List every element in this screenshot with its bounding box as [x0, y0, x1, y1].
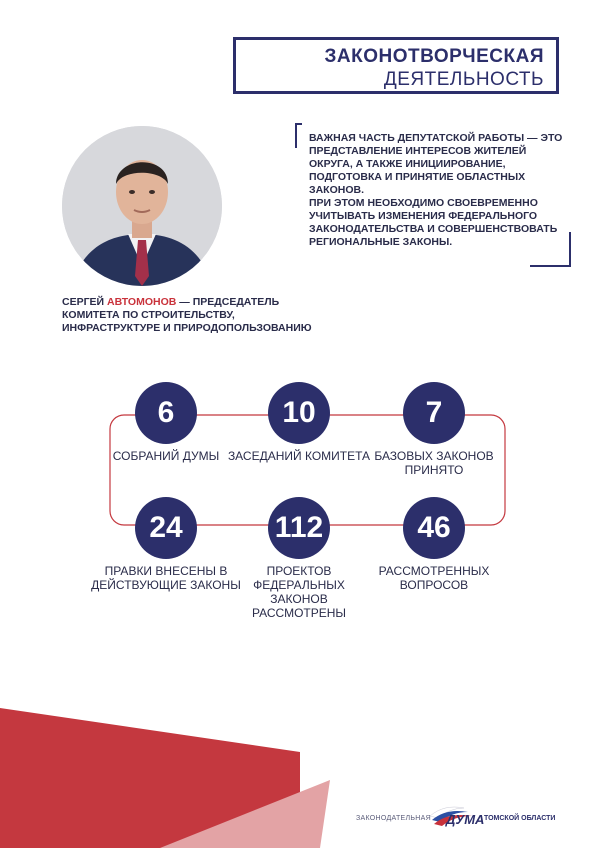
stat-value-questions: 46 — [417, 511, 451, 544]
stat-label-questions: РАССМОТРЕННЫХ ВОПРОСОВ — [378, 564, 490, 592]
stat-circle-sessions — [135, 382, 197, 444]
logo-left-text: ЗАКОНОДАТЕЛЬНАЯ — [356, 815, 431, 822]
duma-logo-icon — [424, 802, 484, 828]
stat-circle-committee — [268, 382, 330, 444]
logo-wordmark: ДУМА — [446, 812, 484, 827]
quote-paragraph-2: ПРИ ЭТОМ НЕОБХОДИМО СВОЕВРЕМЕННО УЧИТЫВАТЬ ИЗМЕНЕНИЯ ФЕДЕРАЛЬНОГО ЗАКОНОДАТЕЛЬСТВА И СОВЕРШЕНСТВОВАТЬ РЕГИОНАЛЬНЫЕ ЗАКОНЫ. — [309, 197, 558, 248]
stat-value-federal-bills: 112 — [274, 511, 324, 544]
stat-value-base-laws: 7 — [425, 396, 443, 429]
page-title-line1: ЗАКОНОТВОРЧЕСКАЯ — [324, 46, 544, 67]
logo-right-text: ТОМСКОЙ ОБЛАСТИ — [484, 815, 556, 822]
stat-label-federal-bills: ПРОЕКТОВ ФЕДЕРАЛЬНЫХ ЗАКОНОВ РАССМОТРЕНЫ — [251, 564, 347, 620]
stat-value-amendments: 24 — [149, 511, 183, 544]
person-role: — ПРЕДСЕДАТЕЛЬ КОМИТЕТА ПО СТРОИТЕЛЬСТВУ, ИНФРАСТРУКТУРЕ И ПРИРОДОПОЛЬЗОВАНИЮ — [62, 296, 312, 334]
person-first-name: СЕРГЕЙ — [62, 296, 105, 308]
stat-value-sessions: 6 — [157, 396, 175, 429]
stat-circle-federal-bills — [268, 497, 330, 559]
stat-circle-amendments — [135, 497, 197, 559]
stat-label-amendments: ПРАВКИ ВНЕСЕНЫ В ДЕЙСТВУЮЩИЕ ЗАКОНЫ — [91, 564, 241, 592]
stat-label-sessions: СОБРАНИЙ ДУМЫ — [112, 449, 220, 463]
footer-logo — [356, 800, 576, 830]
stat-label-committee: ЗАСЕДАНИЙ КОМИТЕТА — [227, 449, 371, 463]
stat-value-committee: 10 — [282, 396, 316, 429]
quote-paragraph-1: ВАЖНАЯ ЧАСТЬ ДЕПУТАТСКОЙ РАБОТЫ — ЭТО ПРЕДСТАВЛЕНИЕ ИНТЕРЕСОВ ЖИТЕЛЕЙ ОКРУГА, А ТАКЖЕ ИНИЦИИРОВАНИЕ, ПОДГОТОВКА И ПРИНЯТИЕ ОБЛАСТНЫХ ЗАКОНОВ. — [309, 132, 563, 196]
person-last-name: АВТОМОНОВ — [107, 296, 177, 308]
stat-circle-questions — [403, 497, 465, 559]
stat-label-base-laws: БАЗОВЫХ ЗАКОНОВ ПРИНЯТО — [374, 449, 494, 477]
stat-circle-base-laws — [403, 382, 465, 444]
page-title-line2: ДЕЯТЕЛЬНОСТЬ — [383, 69, 544, 90]
